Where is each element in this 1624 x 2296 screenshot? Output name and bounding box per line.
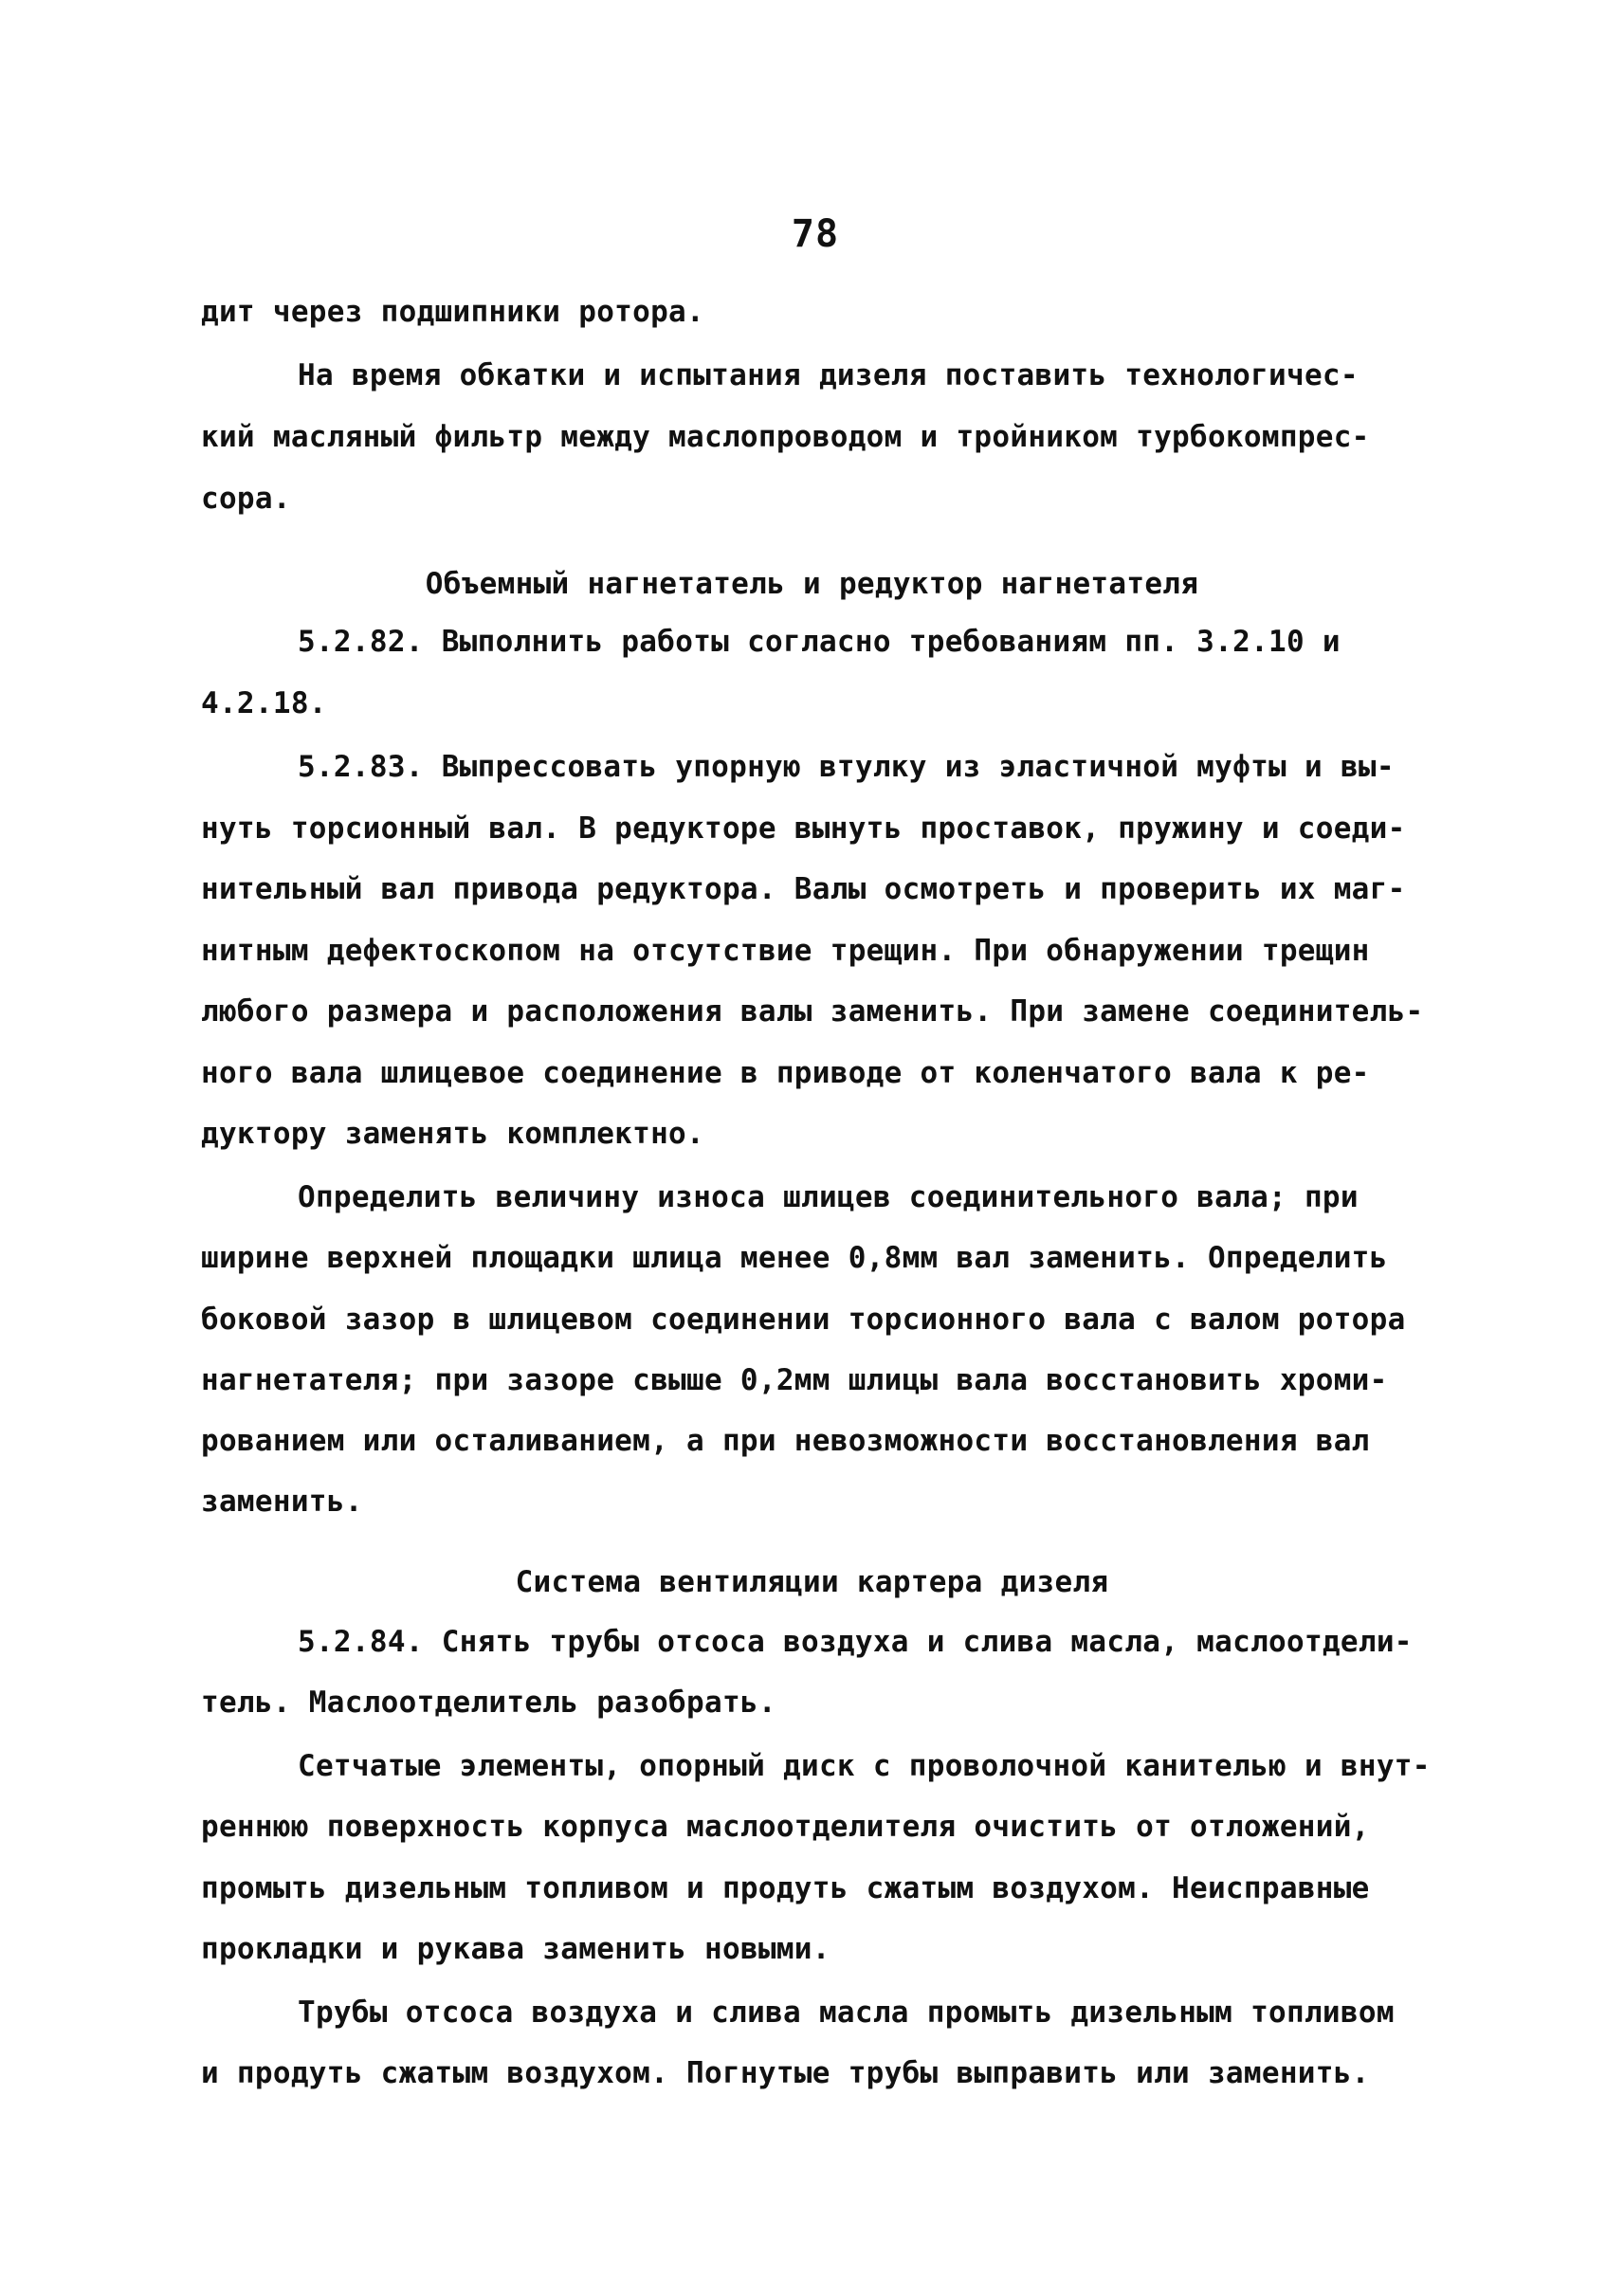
- text-line: рованием или осталиванием, а при невозможности восстановления вал: [201, 1424, 1370, 1458]
- text-line: нитным дефектоскопом на отсутствие трещин. При обнаружении трещин: [201, 934, 1370, 968]
- text-line: 4.2.18.: [201, 686, 327, 720]
- page-number: 78: [791, 212, 840, 256]
- text-line: ширине верхней площадки шлица менее 0,8мм вал заменить. Определить: [201, 1241, 1388, 1275]
- text-line: прокладки и рукава заменить новыми.: [201, 1932, 830, 1966]
- text-line: дуктору заменять комплектно.: [201, 1117, 704, 1151]
- text-line: Определить величину износа шлицев соединительного вала; при: [298, 1180, 1359, 1214]
- text-line: боковой зазор в шлицевом соединении торсионного вала с валом ротора: [201, 1303, 1406, 1337]
- text-line: и продуть сжатым воздухом. Погнутые трубы выправить или заменить.: [201, 2056, 1370, 2090]
- text-line: кий масляный фильтр между маслопроводом и тройником турбокомпрес-: [201, 420, 1370, 454]
- text-line: На время обкатки и испытания дизеля поставить технологичес-: [298, 358, 1359, 392]
- section-heading: Система вентиляции картера дизеля: [515, 1565, 1109, 1599]
- text-line: промыть дизельным топливом и продуть сжатым воздухом. Неисправные: [201, 1871, 1370, 1905]
- text-line: тель. Маслоотделитель разобрать.: [201, 1686, 776, 1720]
- section-heading: Объемный нагнетатель и редуктор нагнетателя: [425, 567, 1199, 601]
- text-line: 5.2.83. Выпрессовать упорную втулку из эластичной муфты и вы-: [298, 750, 1395, 784]
- text-line: любого размера и расположения валы заменить. При замене соединитель-: [201, 994, 1424, 1029]
- text-line: нагнетателя; при зазоре свыше 0,2мм шлицы вала восстановить хроми-: [201, 1363, 1388, 1397]
- text-line: сора.: [201, 482, 291, 516]
- text-line: 5.2.84. Снять трубы отсоса воздуха и слива масла, маслоотдели-: [298, 1625, 1413, 1659]
- text-line: 5.2.82. Выполнить работы согласно требованиям пп. 3.2.10 и: [298, 625, 1341, 659]
- text-line: заменить.: [201, 1485, 363, 1519]
- text-line: Сетчатые элементы, опорный диск с проволочной канителью и внут-: [298, 1749, 1431, 1783]
- text-line: ного вала шлицевое соединение в приводе от коленчатого вала к ре-: [201, 1056, 1370, 1090]
- text-line: нительный вал привода редуктора. Валы осмотреть и проверить их маг-: [201, 872, 1406, 906]
- text-line: Трубы отсоса воздуха и слива масла промыть дизельным топливом: [298, 1995, 1395, 2030]
- text-line: реннюю поверхность корпуса маслоотделителя очистить от отложений,: [201, 1810, 1370, 1844]
- text-line: дит через подшипники ротора.: [201, 295, 704, 329]
- text-line: нуть торсионный вал. В редукторе вынуть проставок, пружину и соеди-: [201, 811, 1406, 846]
